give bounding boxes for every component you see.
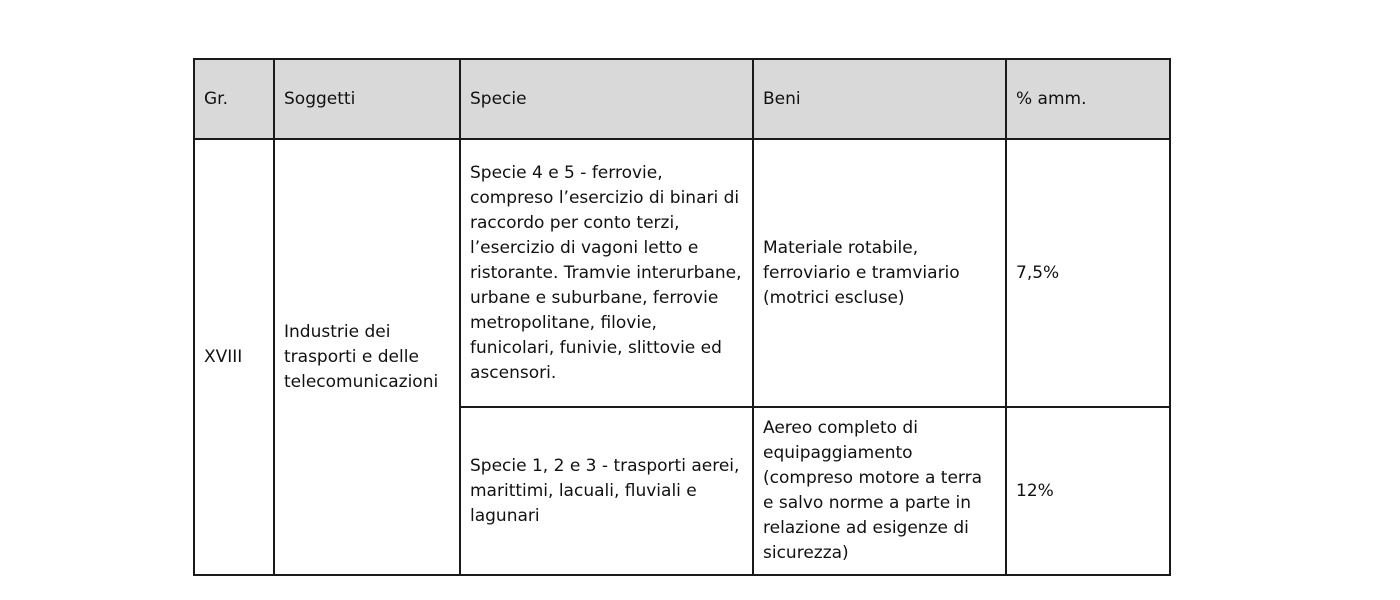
header-row xyxy=(194,59,1170,139)
cell-amm: 12% xyxy=(1006,407,1170,575)
table-body xyxy=(194,139,1170,575)
header-specie: Specie xyxy=(460,59,753,139)
table-row xyxy=(194,139,1170,407)
table-header xyxy=(194,59,1170,139)
depreciation-table xyxy=(193,58,1171,576)
cell-amm: 7,5% xyxy=(1006,139,1170,407)
cell-soggetti: Industrie dei trasporti e delle telecomunicazioni xyxy=(274,139,460,575)
cell-specie: Specie 1, 2 e 3 - trasporti aerei, marittimi, lacuali, fluviali e lagunari xyxy=(460,407,753,575)
header-soggetti: Soggetti xyxy=(274,59,460,139)
cell-gr: XVIII xyxy=(194,139,274,575)
header-amm: % amm. xyxy=(1006,59,1170,139)
cell-specie: Specie 4 e 5 - ferrovie, compreso l’esercizio di binari di raccordo per conto terzi, l’esercizio di vagoni letto e ristorante. Tramvie interurbane, urbane e suburbane, ferrovie metropolitane, filovie, funicolari, funivie, slittovie ed ascensori. xyxy=(460,139,753,407)
cell-beni: Materiale rotabile, ferroviario e tramviario (motrici escluse) xyxy=(753,139,1006,407)
cell-beni: Aereo completo di equipaggiamento (compreso motore a terra e salvo norme a parte in relazione ad esigenze di sicurezza) xyxy=(753,407,1006,575)
header-gr: Gr. xyxy=(194,59,274,139)
header-beni: Beni xyxy=(753,59,1006,139)
